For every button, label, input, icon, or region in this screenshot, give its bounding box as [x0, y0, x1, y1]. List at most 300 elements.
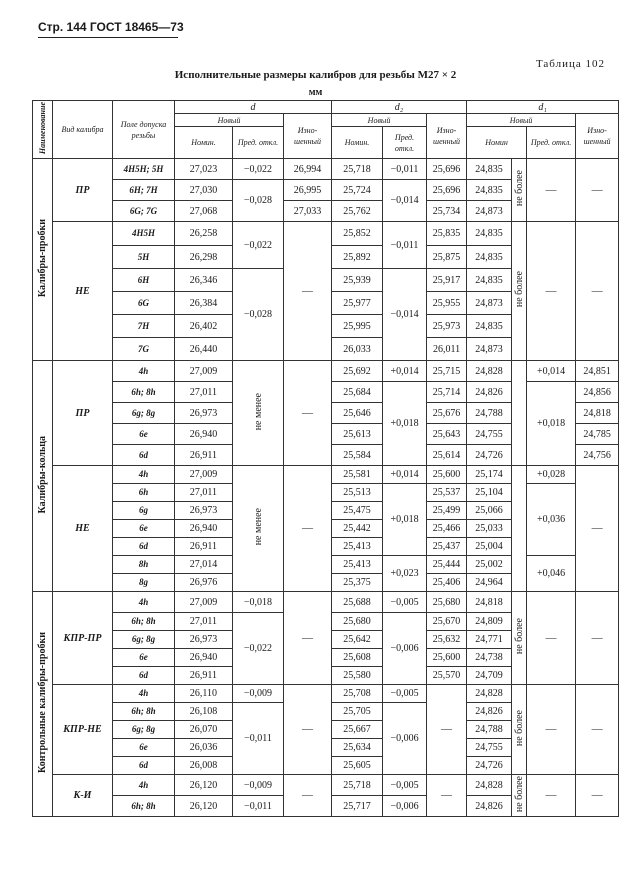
dash-mark: — [302, 284, 313, 297]
cell-d2-nomin [332, 201, 383, 222]
cell-d2-nomin [332, 556, 383, 574]
cell-text: ПР [75, 407, 90, 419]
cell-dp [233, 685, 284, 703]
cell-text: 6G [138, 297, 149, 308]
cell-d2-nomin [332, 484, 383, 502]
cell-text: 25,692 [343, 365, 371, 377]
cell-text: 26,940 [189, 523, 218, 534]
cell-vid [53, 592, 113, 685]
cell-text: 26,011 [432, 343, 461, 355]
cell-text: 25,718 [343, 163, 371, 175]
cell-text: 25,605 [343, 760, 371, 771]
cell-tolerance [113, 721, 175, 739]
cell-d1-nomin [467, 520, 512, 538]
cell-tolerance [113, 222, 175, 246]
cell-text: −0,011 [390, 239, 419, 251]
cell-text: −0,022 [243, 239, 273, 251]
cell-d-nomin [175, 292, 233, 315]
cell-d1-nomin [467, 613, 512, 631]
cell-text: 5H [137, 251, 150, 262]
ne-menee-label: не менее [252, 508, 264, 546]
cell-d2w [427, 649, 467, 667]
cell-text: 25,642 [343, 634, 371, 645]
cell-d2w [427, 424, 467, 445]
cell-d-nomin [175, 775, 233, 796]
cell-tolerance [113, 757, 175, 775]
cell-text: +0,018 [536, 418, 566, 429]
cell-text: 6e [139, 523, 148, 533]
cell-d2p [383, 592, 427, 613]
cell-text: −0,011 [390, 163, 419, 175]
dimensions-table [32, 100, 619, 817]
cell-tolerance [113, 180, 175, 201]
cell-d1-nomin [467, 246, 512, 269]
cell-text: 25,104 [475, 487, 503, 498]
cell-text: 25,570 [432, 670, 461, 681]
cell-d2w [427, 315, 467, 338]
cell-text: 26,911 [189, 670, 218, 681]
cell-text: 25,499 [432, 505, 461, 516]
cell-d1-nomin [467, 556, 512, 574]
cell-d-nomin [175, 685, 233, 703]
cell-text: 4h [138, 596, 149, 607]
cell-text: 25,734 [432, 205, 461, 217]
cell-text: 24,835 [475, 320, 503, 332]
cell-dw [284, 201, 332, 222]
cell-text: 24,755 [475, 428, 503, 440]
ne-menee-label: не менее [252, 392, 264, 431]
cell-dw [284, 685, 332, 775]
cell-d2-nomin [332, 685, 383, 703]
cell-d-nomin [175, 269, 233, 292]
cell-d2w [427, 382, 467, 403]
cell-text: 26,298 [189, 251, 218, 263]
cell-tolerance [113, 403, 175, 424]
cell-text: 25,892 [343, 251, 371, 263]
cell-note [512, 159, 527, 222]
cell-d2p [383, 382, 427, 466]
cell-text: 24,771 [475, 634, 503, 645]
cell-text: 25,413 [343, 559, 371, 570]
cell-text: 25,634 [343, 742, 371, 753]
cell-text: КПР-НЕ [63, 724, 102, 735]
cell-text: 24,851 [583, 365, 611, 377]
cell-d1p [527, 159, 576, 222]
cell-d-nomin [175, 466, 233, 484]
cell-text: −0,028 [243, 309, 273, 320]
cell-text: 6h [138, 487, 149, 497]
cell-d1-nomin [467, 361, 512, 382]
cell-d-nomin [175, 403, 233, 424]
cell-d1-nomin [467, 775, 512, 796]
cell-text: 24,726 [475, 760, 503, 771]
header-nomin: Номин. [332, 127, 383, 159]
cell-tolerance [113, 201, 175, 222]
ne-bolee-label: не более [514, 271, 526, 308]
cell-text: 26,973 [189, 634, 218, 645]
cell-text: 25,955 [432, 297, 461, 309]
header-iznosh: Изно-шенный [576, 114, 619, 159]
cell-text: 24,873 [475, 343, 503, 355]
cell-d-nomin [175, 739, 233, 757]
cell-text: К-И [73, 790, 92, 801]
cell-text: НЕ [75, 523, 90, 534]
cell-text: 26,911 [189, 541, 218, 552]
cell-dp [233, 269, 284, 361]
dash-mark: — [441, 789, 453, 801]
table-row [33, 222, 619, 246]
cell-d-nomin [175, 703, 233, 721]
cell-tolerance [113, 292, 175, 315]
cell-text: 24,856 [583, 386, 611, 398]
dash-mark: — [591, 631, 603, 644]
cell-d2w [427, 502, 467, 520]
cell-text: 24,818 [583, 407, 611, 419]
cell-d2p [383, 775, 427, 796]
cell-d-nomin [175, 180, 233, 201]
cell-d2p [383, 484, 427, 556]
cell-d1w [576, 466, 619, 592]
cell-text: 24,826 [475, 706, 503, 717]
cell-d1w [576, 159, 619, 222]
cell-text: 27,011 [189, 386, 218, 398]
cell-text: 4h [138, 779, 149, 790]
cell-d2p [383, 222, 427, 269]
cell-dp [233, 796, 284, 817]
cell-text: 24,828 [475, 779, 503, 791]
cell-dp [233, 775, 284, 796]
cell-d2p [383, 180, 427, 222]
cell-text: 7G [138, 343, 149, 354]
cell-text: +0,014 [390, 469, 419, 480]
cell-text: −0,014 [390, 195, 419, 206]
dash-mark: — [302, 789, 313, 801]
cell-text: 25,680 [432, 596, 461, 608]
cell-d2-nomin [332, 246, 383, 269]
cell-text: 25,444 [432, 559, 461, 570]
cell-text: 6h; 8h [131, 800, 156, 811]
cell-text: 25,413 [343, 541, 371, 552]
cell-text: 6g; 8g [131, 634, 156, 644]
cell-text: 26,402 [189, 320, 218, 332]
cell-note [512, 775, 527, 817]
g2-label: Калибры-кольца [37, 435, 48, 514]
cell-text: 6d [139, 449, 148, 460]
table-row [33, 159, 619, 180]
cell-text: 24,788 [475, 407, 503, 419]
cell-text: 27,011 [189, 616, 218, 627]
cell-text: 25,676 [432, 407, 461, 419]
cell-text: 8h [138, 559, 149, 569]
cell-text: 27,023 [189, 163, 218, 175]
cell-tolerance [113, 424, 175, 445]
cell-d1w [576, 592, 619, 685]
cell-text: 25,437 [432, 541, 461, 552]
cell-d2p [383, 703, 427, 775]
cell-text: 27,009 [189, 365, 218, 377]
cell-text: 25,708 [343, 688, 371, 699]
table-title: Исполнительные размеры калибров для резьбы М27 × 2 [174, 69, 457, 81]
page-header: Стр. 144 ГОСТ 18465—73 [38, 20, 184, 34]
cell-dp [233, 222, 284, 269]
cell-text: 25,608 [343, 652, 371, 663]
header-d1: d₁ [467, 101, 619, 114]
cell-text: 24,755 [475, 742, 503, 753]
cell-text: 4h [138, 365, 149, 376]
cell-d1p [527, 556, 576, 592]
cell-text: 25,466 [432, 523, 461, 534]
cell-d1-nomin [467, 721, 512, 739]
ne-bolee-label: не более [514, 618, 526, 655]
cell-d-nomin [175, 796, 233, 817]
cell-text: 8g [139, 577, 148, 587]
cell-d2w [427, 538, 467, 556]
cell-tolerance [113, 538, 175, 556]
group-label [33, 361, 53, 592]
cell-d1w [576, 775, 619, 817]
cell-text: 6H [137, 274, 150, 285]
cell-text: 6e [139, 742, 148, 752]
cell-d-nomin [175, 502, 233, 520]
cell-text: −0,018 [243, 596, 273, 608]
cell-text: 24,726 [475, 449, 503, 461]
cell-text: 6G; 7G [129, 205, 158, 216]
cell-tolerance [113, 466, 175, 484]
group-label [33, 592, 53, 817]
cell-text: −0,006 [390, 733, 419, 744]
cell-text: 25,696 [432, 163, 461, 175]
cell-text: 26,008 [189, 760, 218, 771]
cell-d2-nomin [332, 796, 383, 817]
cell-text: 6d [139, 670, 148, 680]
cell-d2p [383, 613, 427, 685]
cell-text: 25,714 [432, 386, 461, 398]
cell-text: 27,009 [189, 596, 218, 608]
cell-d-nomin [175, 222, 233, 246]
cell-dw [284, 466, 332, 592]
cell-d1-nomin [467, 757, 512, 775]
cell-d2-nomin [332, 361, 383, 382]
cell-d2-nomin [332, 292, 383, 315]
cell-tolerance [113, 667, 175, 685]
cell-d2w [427, 361, 467, 382]
header-pred: Пред. откл. [383, 127, 427, 159]
table-row [33, 361, 619, 382]
cell-d1-nomin [467, 222, 512, 246]
cell-d1-nomin [467, 269, 512, 292]
cell-tolerance [113, 315, 175, 338]
cell-text: 25,537 [432, 487, 461, 498]
cell-text: 24,826 [475, 386, 503, 398]
cell-text: 26,384 [189, 297, 218, 309]
dash-mark: — [302, 723, 313, 735]
cell-text: 25,375 [343, 577, 371, 588]
table-row [33, 592, 619, 613]
cell-text: 6e [139, 428, 148, 439]
header-pred: Пред. откл. [233, 127, 284, 159]
cell-text: 25,670 [432, 616, 461, 627]
cell-text: 25,939 [343, 274, 371, 286]
cell-dw [284, 180, 332, 201]
cell-tolerance [113, 382, 175, 403]
cell-text: +0,046 [536, 568, 566, 579]
cell-d1-nomin [467, 424, 512, 445]
cell-text: 6g; 8g [131, 407, 156, 418]
cell-text: 24,835 [475, 184, 503, 196]
cell-text: −0,009 [243, 779, 273, 791]
cell-text: 25,584 [343, 449, 371, 461]
cell-text: 26,120 [189, 800, 218, 812]
ne-bolee-label: не более [514, 709, 526, 747]
cell-d2w [427, 269, 467, 292]
cell-tolerance [113, 703, 175, 721]
cell-text: 25,680 [343, 616, 371, 627]
cell-text: 26,110 [189, 688, 218, 699]
cell-text: НЕ [75, 285, 90, 297]
cell-d1-nomin [467, 292, 512, 315]
cell-text: 24,828 [475, 365, 503, 377]
cell-vid [53, 361, 113, 466]
cell-tolerance [113, 574, 175, 592]
cell-d2-nomin [332, 445, 383, 466]
cell-text: 26,070 [189, 724, 218, 735]
cell-text: 6h; 8h [131, 616, 156, 626]
cell-d1-nomin [467, 667, 512, 685]
cell-text: 25,646 [343, 407, 371, 419]
cell-d1-nomin [467, 649, 512, 667]
cell-text: 25,724 [343, 184, 371, 196]
cell-d1w [576, 445, 619, 466]
dash-mark: — [591, 789, 603, 801]
dash-mark: — [302, 522, 313, 534]
cell-note [512, 592, 527, 685]
cell-d-nomin [175, 201, 233, 222]
cell-text: КПР-ПР [63, 632, 102, 644]
cell-d2-nomin [332, 757, 383, 775]
dash-mark: — [302, 406, 313, 419]
cell-text: 27,030 [189, 184, 218, 196]
cell-d2w [427, 613, 467, 631]
cell-text: 25,715 [432, 365, 461, 377]
cell-d2-nomin [332, 703, 383, 721]
cell-d2w [427, 631, 467, 649]
cell-d-nomin [175, 631, 233, 649]
cell-text: 27,011 [189, 487, 218, 498]
cell-text: 6g [139, 505, 148, 515]
cell-text: −0,011 [244, 733, 272, 744]
group-label [33, 159, 53, 361]
cell-text: 25,762 [343, 205, 371, 217]
cell-d1-nomin [467, 466, 512, 484]
cell-text: 4h [138, 688, 149, 698]
ne-bolee-label: не более [514, 170, 526, 207]
cell-d-nomin [175, 424, 233, 445]
g3-label: Контрольные калибры-пробки [37, 631, 48, 773]
cell-d1p [527, 382, 576, 466]
cell-text: 25,002 [475, 559, 503, 570]
cell-d2-nomin [332, 180, 383, 201]
cell-dp [233, 361, 284, 466]
cell-d2p [383, 796, 427, 817]
cell-tolerance [113, 159, 175, 180]
cell-d1-nomin [467, 201, 512, 222]
cell-d1-nomin [467, 338, 512, 361]
cell-d2p [383, 556, 427, 592]
cell-d1-nomin [467, 796, 512, 817]
cell-text: 27,033 [293, 205, 322, 217]
cell-d1w [576, 424, 619, 445]
cell-d1-nomin [467, 159, 512, 180]
cell-d1-nomin [467, 739, 512, 757]
cell-tolerance [113, 484, 175, 502]
cell-tolerance [113, 556, 175, 574]
header-d: d [175, 101, 332, 114]
header-novyi: Новый [175, 114, 284, 127]
cell-d2-nomin [332, 382, 383, 403]
cell-text: 25,917 [432, 274, 461, 286]
cell-tolerance [113, 520, 175, 538]
cell-tolerance [113, 269, 175, 292]
cell-text: 25,705 [343, 706, 371, 717]
cell-d2-nomin [332, 315, 383, 338]
cell-tolerance [113, 592, 175, 613]
cell-tolerance [113, 796, 175, 817]
cell-text: 25,004 [475, 541, 503, 552]
table-label: Таблица 102 [535, 58, 605, 70]
cell-text: −0,014 [390, 309, 419, 320]
cell-text: 25,066 [475, 505, 503, 516]
cell-text: 25,581 [343, 469, 371, 480]
cell-text: −0,022 [243, 643, 273, 654]
cell-text: +0,018 [390, 418, 419, 429]
cell-dp [233, 703, 284, 775]
cell-text: 25,614 [432, 449, 461, 461]
cell-d2w [427, 667, 467, 685]
cell-d1w [576, 361, 619, 382]
cell-text: −0,006 [390, 643, 419, 654]
cell-d2w [427, 180, 467, 201]
cell-d-nomin [175, 613, 233, 631]
cell-text: 7H [137, 320, 150, 331]
cell-text: −0,009 [243, 688, 273, 699]
cell-dp [233, 180, 284, 222]
cell-d2-nomin [332, 574, 383, 592]
cell-d2-nomin [332, 631, 383, 649]
header-naimenovanie: Наименование [33, 101, 53, 159]
cell-text: 26,120 [189, 779, 218, 791]
cell-text: −0,022 [243, 163, 273, 175]
cell-text: 27,068 [189, 205, 218, 217]
cell-text: 25,613 [343, 428, 371, 440]
g1-label: Калибры-пробки [37, 218, 48, 298]
cell-d-nomin [175, 574, 233, 592]
cell-d1p [527, 466, 576, 484]
cell-text: 25,632 [432, 634, 461, 645]
header-pole: Поле допуска резьбы [113, 101, 175, 159]
dash-mark: — [545, 183, 557, 196]
cell-d2-nomin [332, 649, 383, 667]
cell-text: 25,174 [475, 469, 503, 480]
cell-text: 24,756 [583, 449, 611, 461]
cell-d2w [427, 201, 467, 222]
cell-d1-nomin [467, 685, 512, 703]
cell-text: 25,835 [432, 228, 461, 239]
cell-text: 6d [139, 541, 148, 551]
cell-text: 25,033 [475, 523, 503, 534]
cell-text: 4H5H [131, 228, 155, 238]
cell-text: 25,718 [343, 779, 371, 791]
cell-text: 25,852 [343, 228, 371, 239]
